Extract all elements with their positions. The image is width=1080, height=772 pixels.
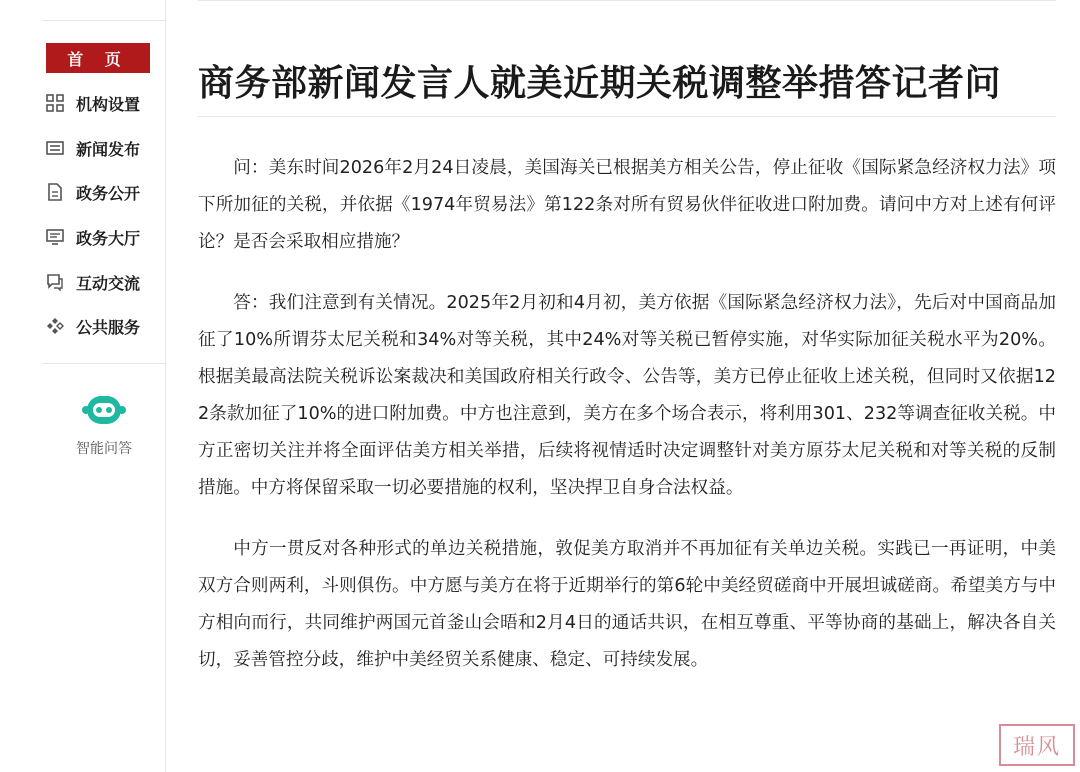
article-paragraph: 问：美东时间2026年2月24日凌晨，美国海关已根据美方相关公告，停止征收《国际紧急经济权力法》项下所加征的关税，并依据《1974年贸易法》第122条对所有贸易伙伴征收进口附加费。请问中方对上述有何评论？是否会采取相应措施？	[198, 158, 1056, 252]
sidebar-item-label: 互动交流	[76, 273, 141, 293]
sidebar-item-news[interactable]	[46, 135, 166, 161]
article-main	[198, 0, 1056, 772]
watermark-stamp: 瑞风	[999, 724, 1075, 766]
sidebar-item-label: 新闻发布	[76, 139, 141, 159]
sidebar-item-label: 公共服务	[76, 317, 141, 337]
sidebar-item-label: 机构设置	[76, 94, 141, 114]
top-border	[198, 0, 1056, 1]
home-button[interactable]: 首 页	[46, 43, 150, 73]
article-paragraph: 答：我们注意到有关情况。2025年2月初和4月初，美方依据《国际紧急经济权力法》，先后对中国商品加征了10%所谓芬太尼关税和34%对等关税，其中24%对等关税已暂停实施，对华实际加征关税水平为20%。根据美最高法院关税诉讼案裁决和美国政府相关行政令、公告等，美方已停止征收上述关税，但同时又依据122条款加征了10%的进口附加费。中方也注意到，美方在多个场合表示，将利用301、232等调查征收关税。中方正密切关注并将全面评估美方相关举措，后续将视情适时决定调整针对美方原芬太尼关税和对等关税的反制措施。中方将保留采取一切必要措施的权利，坚决捍卫自身合法权益。	[198, 293, 1056, 498]
smart-qa-button[interactable]	[62, 392, 146, 462]
sidebar-item-label: 政务公开	[76, 183, 141, 203]
sidebar-item-organization[interactable]	[46, 90, 166, 116]
sidebar-item-hall[interactable]	[46, 224, 166, 250]
org-grid-icon	[46, 94, 64, 112]
robot-icon	[80, 392, 128, 428]
sidebar-top-divider	[42, 20, 166, 21]
article-title: 商务部新闻发言人就美近期关税调整举措答记者问	[198, 63, 1002, 105]
chat-icon	[46, 273, 64, 291]
sidebar-item-interaction[interactable]	[46, 269, 166, 295]
sidebar	[0, 0, 166, 772]
service-icon	[46, 317, 64, 335]
document-icon	[46, 183, 64, 201]
article-paragraph: 中方一贯反对各种形式的单边关税措施，敦促美方取消并不再加征有关单边关税。实践已一再证明，中美双方合则两利，斗则俱伤。中方愿与美方在将于近期举行的第6轮中美经贸磋商中开展坦诚磋商。希望美方与中方相向而行，共同维护两国元首釜山会晤和2月4日的通话共识，在相互尊重、平等协商的基础上，解决各自关切，妥善管控分歧，维护中美经贸关系健康、稳定、可持续发展。	[198, 539, 1056, 670]
sidebar-item-label: 政务大厅	[76, 228, 141, 248]
article-body	[198, 150, 1056, 703]
hall-icon	[46, 228, 64, 246]
sidebar-item-disclosure[interactable]	[46, 179, 166, 205]
title-divider	[198, 116, 1056, 117]
sidebar-divider	[42, 363, 166, 364]
sidebar-item-public-service[interactable]	[46, 313, 166, 339]
news-icon	[46, 139, 64, 157]
smart-qa-label: 智能问答	[76, 441, 132, 457]
